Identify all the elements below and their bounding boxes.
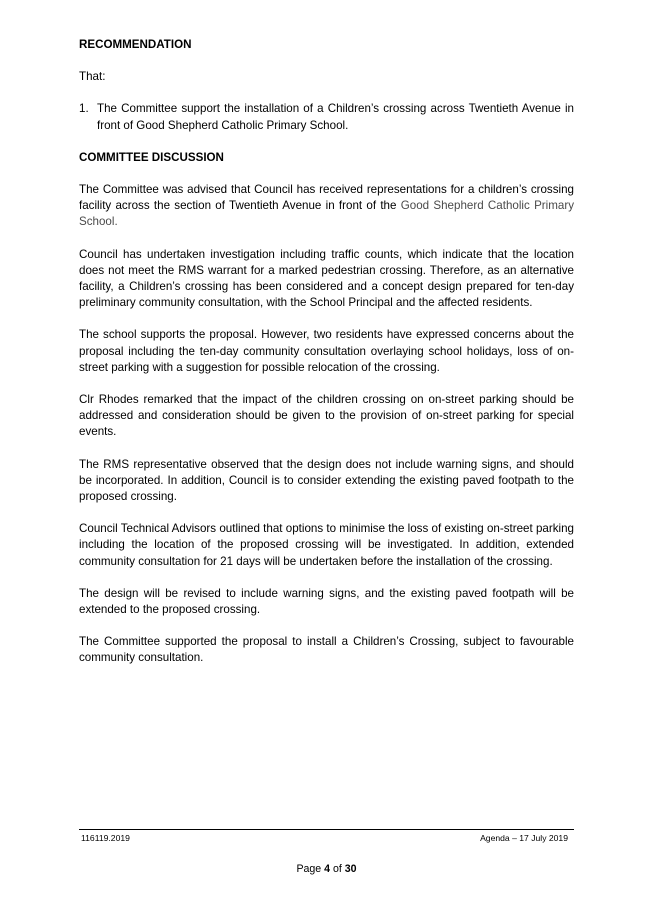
page-of: of bbox=[330, 863, 345, 875]
page-total: 30 bbox=[344, 863, 357, 875]
page-content bbox=[79, 37, 574, 667]
page-number bbox=[0, 863, 653, 875]
discussion-paragraph: The RMS representative observed that the design does not include warning signs, and should be incorporated. In addition, Council is to consider extending the existing paved footpath to the proposed crossing. bbox=[79, 457, 574, 504]
recommendation-heading: RECOMMENDATION bbox=[79, 38, 192, 51]
school-name-text: Good Shepherd Catholic Primary School. bbox=[79, 199, 574, 229]
discussion-paragraph: Council has undertaken investigation including traffic counts, which indicate that the location does not meet the RMS warrant for a marked pedestrian crossing. Therefore, as an alternative facility, a Children’s crossing has been considered and a concept design prepared for ten-day preliminary community consultation, with the School Principal and the affected residents. bbox=[79, 247, 574, 310]
list-number: 1. bbox=[79, 102, 89, 116]
document-reference: 116119.2019 bbox=[81, 833, 130, 843]
discussion-paragraph: The school supports the proposal. However, two residents have expressed concerns about the proposal including the ten-day community consultation overlaying school holidays, loss of on-street parking with a suggestion for possible relocation of the crossing. bbox=[79, 328, 574, 374]
discussion-heading: COMMITTEE DISCUSSION bbox=[79, 150, 224, 164]
page-prefix: Page bbox=[296, 863, 325, 875]
discussion-paragraph: The Committee supported the proposal to install a Children’s Crossing, subject to favourable community consultation. bbox=[79, 635, 574, 665]
recommendation-intro: That: bbox=[79, 70, 106, 84]
discussion-paragraph: The design will be revised to include warning signs, and the existing paved footpath will be extended to the proposed crossing. bbox=[79, 586, 574, 617]
discussion-paragraph: Council Technical Advisors outlined that options to minimise the loss of existing on-street parking including the location of the proposed crossing will be investigated. In addition, extended community consultation for 21 days will be undertaken before the installation of the crossing. bbox=[79, 522, 574, 568]
discussion-paragraph: Clr Rhodes remarked that the impact of the children crossing on on-street parking should be addressed and consideration should be given to the provision of on-street parking for special events. bbox=[79, 393, 574, 439]
agenda-date: Agenda – 17 July 2019 bbox=[480, 833, 568, 843]
recommendation-item bbox=[79, 101, 574, 133]
paragraph-text: The Committee was advised that Council has received representations for a children’s crossing facility across the section of Twentieth Avenue in front of the bbox=[79, 183, 574, 213]
list-text: The Committee support the installation of a Children’s crossing across Twentieth Avenue in front of Good Shepherd Catholic Primary School. bbox=[97, 102, 574, 132]
footer-divider bbox=[79, 829, 574, 830]
page-current: 4 bbox=[324, 863, 331, 875]
discussion-paragraph bbox=[79, 182, 574, 231]
